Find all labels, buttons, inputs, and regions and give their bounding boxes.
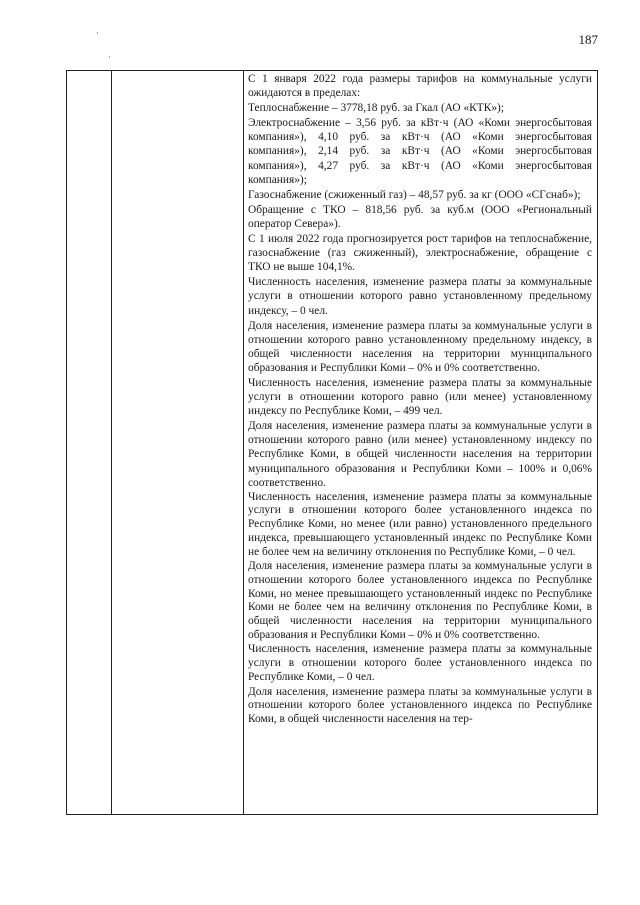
paragraph-july-forecast: С 1 июля 2022 года прогнозируется рост тарифов на теплоснабжение, газоснабжение (газ сжиженный), электроснабжение, обращение с ТКО не выше 104,1%. (248, 233, 592, 274)
scan-artifact-mark: · (108, 52, 111, 62)
paragraph-population-above-index: Численность населения, изменение размера платы за коммунальные услуги в отношении которого более установленного индекса по Республике Коми, – 0 чел. (248, 643, 592, 683)
paragraph-share-deviation: Доля населения, изменение размера платы за коммунальные услуги в отношении которого более установленного индекса по Республике Коми, но менее превышающего установленный индекс по Республике Коми не более чем на величину отклонения по Республике Коми, в общей численности населения на территории муниципального образования и Республики Коми – 0% и 0% соответственно. (248, 560, 592, 641)
paragraph-share-above-index: Доля населения, изменение размера платы за коммунальные услуги в отношении которого более установленного индекса по Республике Коми, в общей численности населения на тер- (248, 685, 592, 725)
paragraph-tariffs-intro: С 1 января 2022 года размеры тарифов на коммунальные услуги ожидаются в пределах: (248, 73, 592, 100)
paragraph-population-deviation: Численность населения, изменение размера платы за коммунальные услуги в отношении которого более установленного индекса по Республике Коми, но менее (или равно) установленного предельного индекса, превышающего установленный индекс по Республике Коми не более чем на величину отклонения по Республике Коми, – 0 чел. (248, 490, 592, 558)
paragraph-population-limit-index: Численность населения, изменение размера платы за коммунальные услуги в отношении которого равно установленному предельному индексу, – 0 чел. (248, 276, 592, 317)
paragraph-waste-handling: Обращение с ТКО – 818,56 руб. за куб.м (ООО «Региональный оператор Севера»). (248, 203, 592, 230)
table-column-divider (111, 71, 112, 814)
table-column-divider (243, 71, 244, 814)
page-number: 187 (578, 32, 598, 47)
table-cell-content (248, 72, 592, 728)
paragraph-share-republic-index: Доля населения, изменение размера платы за коммунальные услуги в отношении которого равно (или менее) установленному индексу по Республике Коми, в общей численности населения на территории муниципального образования и Республики Коми – 100% и 0,06% соответственно. (248, 420, 592, 489)
paragraph-gas-supply: Газоснабжение (сжиженный газ) – 48,57 руб. за кг (ООО «СГснаб»); (248, 188, 581, 201)
paragraph-electricity: Электроснабжение – 3,56 руб. за кВт·ч (АО «Коми энергосбытовая компания»), 4,10 руб. за кВт·ч (АО «Коми энергосбытовая компания»), 2,14 руб. за кВт·ч (АО «Коми энергосбытовая компания»), 4,27 руб. за кВт·ч (АО «Коми энергосбытовая компания»); (248, 117, 592, 186)
paragraph-share-limit-index: Доля населения, изменение размера платы за коммунальные услуги в отношении которого равно установленному предельному индексу, в общей численности населения на территории муниципального образования и Республики Коми – 0% и 0% соответственно. (248, 319, 592, 374)
paragraph-heat-supply: Теплоснабжение – 3778,18 руб. за Гкал (АО «КТК»); (248, 102, 504, 115)
paragraph-population-republic-index: Численность населения, изменение размера платы за коммунальные услуги в отношении которого равно (или менее) установленному индексу по Республике Коми, – 499 чел. (248, 376, 592, 418)
scan-artifact-mark: · (96, 28, 99, 38)
